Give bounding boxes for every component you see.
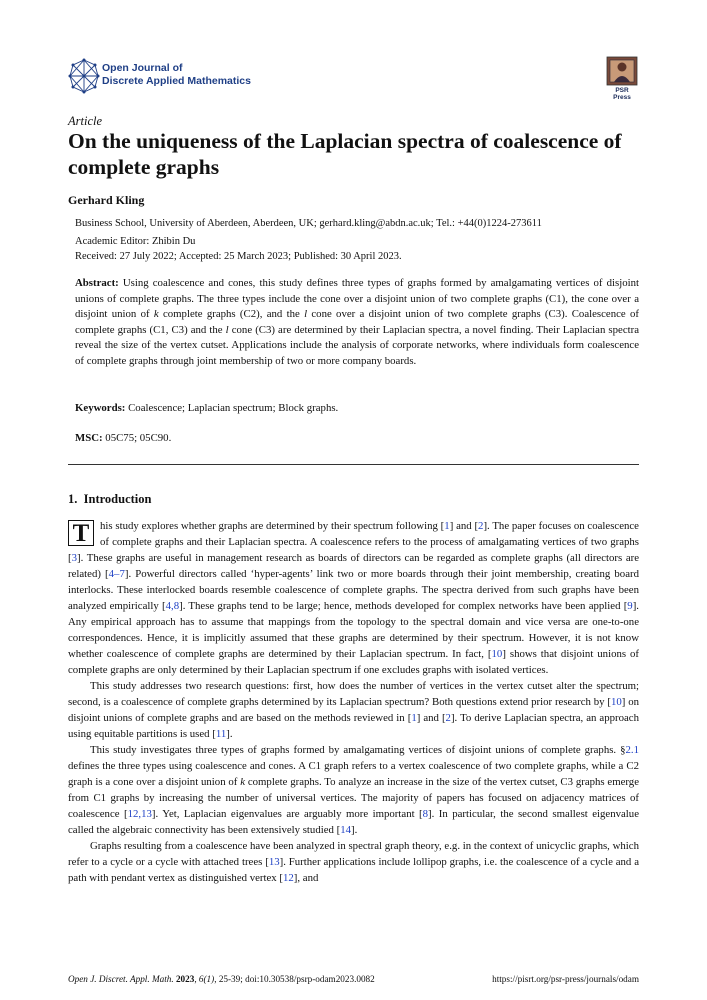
text: ]. Powerful directors called ‘hyper-agents’ link two or more boards through their joint membership, creating board interlocks. These interlocked boards resemble coalescence of complete graphs. The spectra derived from such graphs have been analyzed empirically [ [68, 568, 639, 612]
footer-volume: 6(1) [198, 974, 215, 984]
text: ]. Yet, Laplacian eigenvalues are arguably more important [ [151, 808, 423, 820]
citation-link[interactable]: 12 [282, 872, 294, 884]
footer-citation: Open J. Discret. Appl. Math. 2023, 6(1), 25-39; doi:10.30538/psrp-odam2023.0082 [68, 974, 375, 984]
paragraph [68, 518, 639, 678]
citation-link[interactable]: 11 [215, 728, 227, 740]
section-title: Introduction [83, 492, 152, 506]
text: ]. Any empirical approach has to assume that mappings from the topology to the spectral domain and vice versa are one-to-one correspondences. Hence, it is implicitly assumed that these graphs are determined by their spectrum. However, it is not know whether coalescence of complete graphs are determined by their Laplacian spectrum. In fact, [ [68, 600, 639, 660]
footer-year: 2023 [175, 974, 195, 984]
text: ]. To derive Laplacian spectra, an approach using equitable partitions is used [ [68, 712, 639, 740]
keywords-text: Coalescence; Laplacian spectrum; Block graphs. [125, 402, 339, 414]
citation-link[interactable]: 2 [478, 520, 484, 532]
citation-link[interactable]: 12,13 [127, 808, 152, 820]
math-k: k [240, 776, 246, 788]
section-heading [68, 492, 151, 507]
citation-link[interactable]: 1 [411, 712, 417, 724]
text: This study addresses two research questions: first, how does the number of vertices in the vertex cutset alter the spectrum; second, is a coalescence of complete graphs determined by its Laplacian spectrum? Both questions extend prior research by [ [68, 680, 639, 708]
keywords [75, 402, 338, 414]
section-number: 1. [68, 492, 78, 506]
msc-codes [75, 432, 171, 444]
journal-name-line1: Open Journal of [102, 62, 183, 74]
text: Graphs resulting from a coalescence have been analyzed in spectral graph theory, e.g. in the context of unicyclic graphs, which refer to a cycle or a cycle with attached trees [ [68, 840, 639, 868]
paragraph [68, 678, 639, 742]
text: ]. [226, 728, 233, 740]
journal-name-line2: Discrete Applied Mathematics [102, 75, 251, 87]
keywords-label: Keywords: [75, 402, 126, 414]
text: ]. These graphs tend to be large; hence, methods developed for complex networks have been applied [ [179, 600, 628, 612]
text: defines the three types using coalescence and cones. A C1 graph refers to a vertex coalescence of two complete graphs, while a C2 graph is a cone over a disjoint union of [68, 760, 639, 788]
paragraph [68, 742, 639, 838]
affiliation: Business School, University of Aberdeen, Aberdeen, UK; gerhard.kling@abdn.ac.uk; Tel.: +44(0)1224-273611 [75, 218, 542, 229]
text: ]. Further applications include lollipop graphs, i.e. the coalescence of a cycle and a path with pendant vertex as distinguished vertex [ [68, 856, 639, 884]
text: ]. The paper focuses on coalescence of complete graphs and their Laplacian spectra. A coalescence refers to the process of amalgamating vertices of two graphs [ [68, 520, 639, 564]
article-type: Article [68, 114, 103, 128]
text: ] on disjoint unions of complete graphs and are based on the methods reviewed in [ [68, 696, 639, 724]
abstract-text: Using coalescence and cones, this study defines three types of graphs formed by amalgamating vertices of disjoint unions of complete graphs. The three types include the cone over a disjoint union of two complete graphs (C1), the cone over a disjoint union of [75, 277, 639, 321]
citation-link[interactable]: 14 [340, 824, 352, 836]
section-link[interactable]: 2.1 [625, 744, 639, 756]
paper-title: On the uniqueness of the Laplacian spectra of coalescence of complete graphs [68, 129, 622, 179]
citation-link[interactable]: 9 [627, 600, 633, 612]
academic-editor: Academic Editor: Zhibin Du [75, 236, 196, 247]
citation-link[interactable]: 10 [491, 648, 503, 660]
msc-label: MSC: [75, 432, 103, 444]
citation-link[interactable]: 13 [268, 856, 280, 868]
citation-link[interactable]: 4,8 [165, 600, 180, 612]
footer-journal: Open J. Discret. Appl. Math. [68, 974, 174, 984]
publication-dates: Received: 27 July 2022; Accepted: 25 March 2023; Published: 30 April 2023. [75, 251, 402, 262]
text: ]. In particular, the second smallest eigenvalue called the algebraic connectivity has been extensively studied [ [68, 808, 639, 836]
text: his study explores whether graphs are determined by their spectrum following [ [100, 520, 445, 532]
abstract-label: Abstract: [75, 277, 119, 289]
msc-text: 05C75; 05C90. [102, 432, 172, 444]
citation-link[interactable]: 10 [610, 696, 622, 708]
publisher-emblem-icon [606, 56, 638, 86]
footer-url[interactable]: https://pisrt.org/psr-press/journals/odam [492, 974, 639, 984]
text: ] and [ [416, 712, 446, 724]
math-l: l [304, 308, 308, 321]
text: ]. These graphs are useful in management research as boards of directors can be regarded as complete graphs (all directors are related) [ [68, 552, 639, 580]
text: ] and [ [449, 520, 479, 532]
citation-link[interactable]: 4–7 [108, 568, 125, 580]
abstract-text: complete graphs (C2), and the [158, 308, 305, 321]
citation-link[interactable]: 8 [422, 808, 429, 820]
author-name[interactable]: Gerhard Kling [68, 193, 145, 207]
journal-logo[interactable] [68, 56, 268, 96]
citation-link[interactable]: 1 [444, 520, 450, 532]
divider [68, 464, 639, 465]
publisher-label: PSR Press [613, 87, 631, 101]
journal-name [102, 62, 251, 88]
paragraph [68, 838, 639, 886]
abstract-text: cone (C3) are determined by their Laplacian spectra, a novel finding. Their Laplacian spectra reveal the size of the vertex cutset. Applications include the analysis of corporate networks, where individuals form coalescence of complete graphs through joint membership of two or more company boards. [75, 323, 640, 367]
text: ]. [351, 824, 358, 836]
publisher-logo[interactable] [606, 56, 638, 101]
text: This study investigates three types of graphs formed by amalgamating vertices of disjoint unions of complete graphs. § [90, 744, 626, 756]
citation-link[interactable]: 3 [71, 552, 78, 564]
math-k: k [153, 308, 159, 321]
abstract [75, 276, 639, 370]
introduction-body [68, 518, 639, 886]
text: ] shows that disjoint unions of complete graphs are only determined by their Laplacian spectrum if one excludes graphs with isolated vertices. [68, 648, 639, 676]
abstract-text: cone over a disjoint union of two complete graphs (C3). Coalescence of complete graphs (C1, C3) and the [75, 308, 639, 336]
math-l: l [225, 323, 229, 336]
citation-link[interactable]: 2 [445, 712, 451, 724]
star-network-icon [68, 56, 100, 96]
footer-pages-doi: , 25-39; doi:10.30538/psrp-odam2023.0082 [214, 974, 375, 984]
drop-cap: T [68, 520, 94, 546]
text: complete graphs. To analyze an increase in the size of the vertex cutset, C3 graphs emerge from C1 graphs by increasing the number of universal vertices. The majority of papers has focused on adjacency matrices of coalescence [ [68, 776, 639, 820]
text: ], and [293, 872, 319, 884]
